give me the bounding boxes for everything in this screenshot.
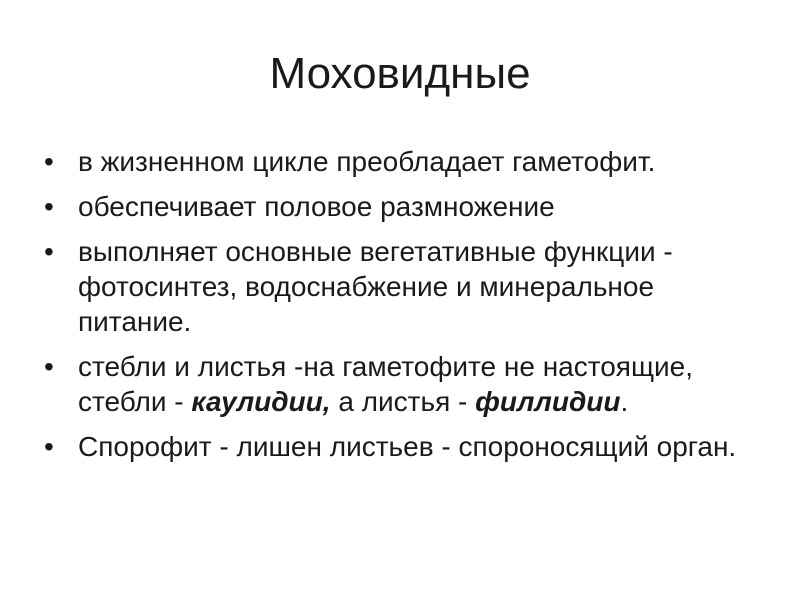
term-phyllidia: филлидии xyxy=(475,386,621,417)
bullet-dot-icon: • xyxy=(44,351,54,382)
bullet-dot-icon: • xyxy=(44,236,54,267)
bullet-text: в жизненном цикле преобладает гаметофит. xyxy=(78,146,656,177)
bullet-list xyxy=(42,144,762,474)
term-caulidia: каулидии, xyxy=(191,386,331,417)
bullet-text: Спорофит - лишен листьев - спороносящий орган. xyxy=(78,431,737,462)
bullet-text-part: . xyxy=(620,386,629,417)
bullet-text: выполняет основные вегетативные функции - фотосинтез, водоснабжение и минеральное питание. xyxy=(78,236,673,337)
bullet-item-vegetative-functions xyxy=(42,234,762,339)
bullet-item-sporophyte xyxy=(42,429,762,464)
bullet-dot-icon: • xyxy=(44,191,54,222)
bullet-dot-icon: • xyxy=(44,431,54,462)
bullet-item-reproduction xyxy=(42,189,762,224)
bullet-text-part: стебли и листья -на гаметофите не настоящие, стебли - xyxy=(78,351,694,417)
bullet-dot-icon: • xyxy=(44,146,54,177)
bullet-text-part: а листья - xyxy=(330,386,476,417)
slide-title: Моховидные xyxy=(269,49,531,98)
bullet-text: обеспечивает половое размножение xyxy=(78,191,555,222)
bullet-item-life-cycle xyxy=(42,144,762,179)
bullet-item-stems-leaves xyxy=(42,349,762,419)
